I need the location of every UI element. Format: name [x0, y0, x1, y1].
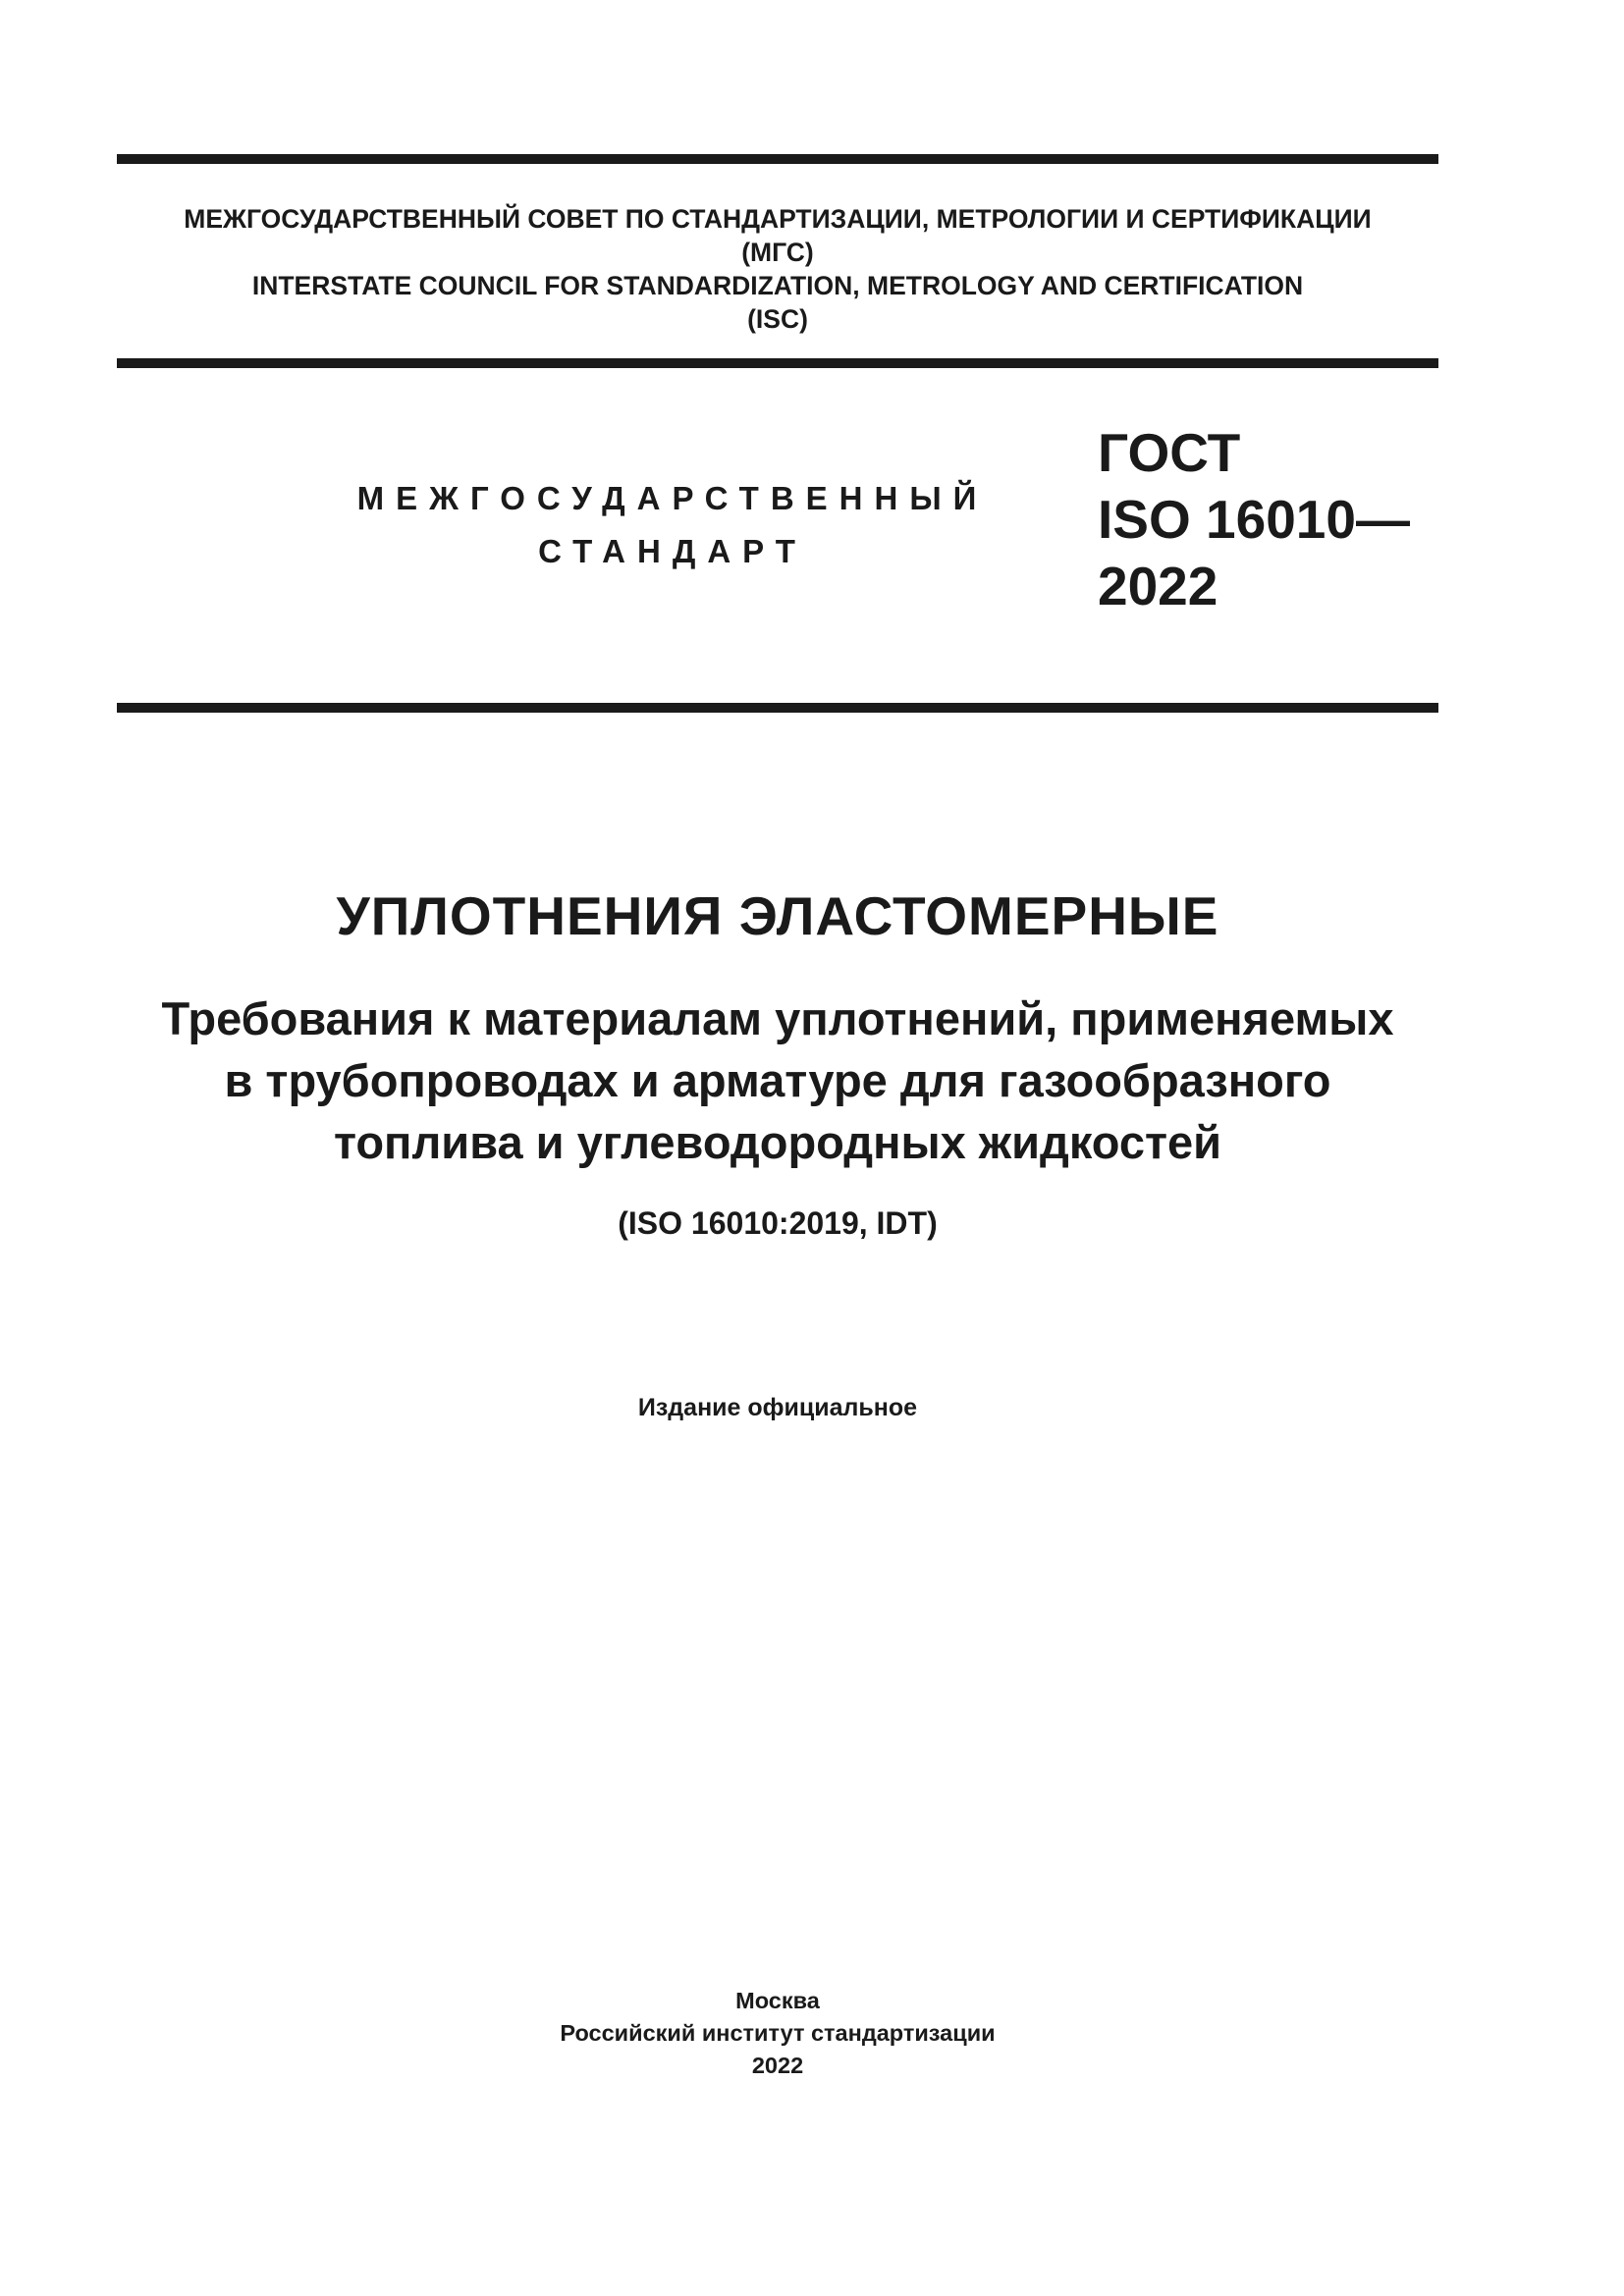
standard-type-line-1: МЕЖГОСУДАРСТВЕННЫЙ	[356, 480, 989, 516]
publisher-institute: Российский институт стандартизации	[560, 2020, 996, 2046]
council-name-ru: МЕЖГОСУДАРСТВЕННЫЙ СОВЕТ ПО СТАНДАРТИЗАЦИИ, МЕТРОЛОГИИ И СЕРТИФИКАЦИИ	[184, 204, 1372, 234]
subtitle-line-3: топлива и углеводородных жидкостей	[333, 1116, 1222, 1168]
standard-code	[1098, 419, 1410, 619]
subtitle-line-2: в трубопроводах и арматуре для газообразного	[224, 1054, 1331, 1106]
council-header	[117, 202, 1438, 336]
publisher-city: Москва	[735, 1988, 820, 2013]
standard-code-line-2: ISO 16010—	[1098, 489, 1410, 550]
document-subtitle	[98, 988, 1457, 1173]
standard-code-line-3: 2022	[1098, 556, 1218, 616]
top-divider	[117, 154, 1438, 164]
council-abbr-en: (ISC)	[747, 304, 808, 334]
publisher-block	[117, 1985, 1438, 2082]
standard-type-label	[324, 472, 1021, 578]
council-abbr-ru: (МГС)	[741, 238, 814, 267]
standard-code-line-1: ГОСТ	[1098, 422, 1241, 483]
standard-type-line-2: СТАНДАРТ	[538, 533, 807, 569]
document-title: УПЛОТНЕНИЯ ЭЛАСТОМЕРНЫЕ	[336, 885, 1219, 946]
header-bottom-divider	[117, 703, 1438, 713]
publisher-year: 2022	[751, 2053, 804, 2078]
council-name-en: INTERSTATE COUNCIL FOR STANDARDIZATION, METROLOGY AND CERTIFICATION	[251, 271, 1304, 300]
subtitle-line-1: Требования к материалам уплотнений, применяемых	[161, 992, 1394, 1044]
edition-note: Издание официальное	[637, 1394, 918, 1421]
iso-reference: (ISO 16010:2019, IDT)	[618, 1205, 938, 1241]
council-divider	[117, 358, 1438, 368]
